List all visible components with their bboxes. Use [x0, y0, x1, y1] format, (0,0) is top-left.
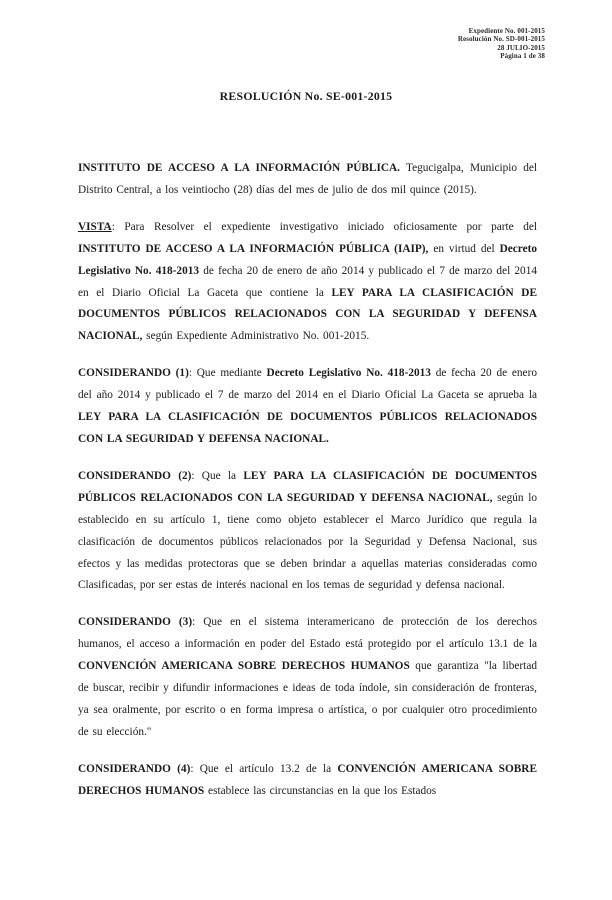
text-run: CONVENCIÓN AMERICANA SOBRE DERECHOS HUMANOS	[78, 762, 537, 797]
text-run: INSTITUTO DE ACCESO A LA INFORMACIÓN PÚBLICA (IAIP),	[78, 242, 429, 255]
paragraph-opening	[78, 158, 537, 202]
text-run: : Que el artículo 13.2 de la	[190, 762, 338, 775]
document-title: RESOLUCIÓN No. SE-001-2015	[219, 89, 393, 103]
text-run: establece las circunstancias en la que los Estados	[204, 784, 437, 797]
text-run: CONSIDERANDO (2)	[78, 469, 192, 482]
paragraph-vista	[78, 217, 537, 348]
text-run: CONSIDERANDO (4)	[78, 762, 191, 775]
text-run: : Que en el sistema interamericano de protección de los derechos humanos, el acceso a información en poder del Estado está protegido por el artículo 13.1 de la	[78, 616, 537, 651]
text-run: Decreto Legislativo No. 418-2013	[266, 367, 431, 380]
text-run: en virtud del	[428, 242, 500, 255]
text-run: INSTITUTO DE ACCESO A LA INFORMACIÓN PÚBLICA.	[78, 162, 401, 174]
text-run: LEY PARA LA CLASIFICACIÓN DE DOCUMENTOS PÚBLICOS RELACIONADOS CON LA SEGURIDAD Y DEFENSA NACIONAL,	[78, 469, 537, 504]
text-run: según lo establecido en su artículo 1, tiene como objeto establecer el Marco Jurídico que regula la clasificación de documentos públicos relacionados por la Seguridad y Defensa Nacional, sus efectos y las medidas protectoras que se deben brindar a aquellas materias consideradas como Clasificadas, por ser estas de interés nacional en los temas de seguridad y defensa nacional.	[78, 491, 537, 592]
text-run: CONSIDERANDO (3)	[78, 616, 193, 629]
text-run: CONVENCIÓN AMERICANA SOBRE DERECHOS HUMANOS	[78, 660, 410, 673]
paragraph-considerando-2	[78, 466, 537, 597]
header-line-pagina: Página 1 de 38	[500, 51, 545, 60]
text-run: que garantiza "la libertad de buscar, recibir y difundir informaciones e ideas de toda índole, sin consideración de fronteras, ya sea oralmente, por escrito o en forma impresa o artística, o por cualquier otro procedimiento de su elección."	[78, 660, 537, 738]
text-run: : Que la	[191, 469, 244, 482]
paragraph-considerando-4	[78, 759, 537, 803]
text-run: CONSIDERANDO (1)	[78, 367, 189, 380]
text-run: : Que mediante	[188, 367, 267, 380]
header-line-expediente: Expediente No. 001-2015	[468, 27, 545, 35]
paragraph-considerando-3	[78, 612, 537, 743]
page-header	[458, 27, 545, 60]
text-run: : Para Resolver el expediente investigativo iniciado oficiosamente por parte del	[111, 220, 537, 233]
document-body	[78, 158, 537, 818]
text-run: LEY PARA LA CLASIFICACIÓN DE DOCUMENTOS PÚBLICOS RELACIONADOS CON LA SEGURIDAD Y DEFENSA NACIONAL,	[78, 286, 537, 343]
text-run: según Expediente Administrativo No. 001-2015.	[142, 330, 370, 343]
text-run: Decreto Legislativo No. 418-2013	[78, 242, 537, 277]
text-run: VISTA	[78, 220, 112, 233]
text-run: de fecha 20 de enero del año 2014 y publicado el 7 de marzo del 2014 en el Diario Oficial La Gaceta se aprueba la	[78, 367, 537, 402]
header-line-resolucion: Resolución No. SD-001-2015	[457, 35, 545, 44]
text-run: LEY PARA LA CLASIFICACIÓN DE DOCUMENTOS PÚBLICOS RELACIONADOS CON LA SEGURIDAD Y DEFENSA NACIONAL.	[78, 411, 537, 445]
text-run: Tegucigalpa, Municipio del Distrito Central, a los veintiocho (28) días del mes de julio de dos mil quince (2015).	[78, 162, 537, 196]
paragraph-considerando-1	[78, 363, 537, 451]
header-line-fecha: 28 JULIO-2015	[497, 43, 545, 52]
text-run: de fecha 20 de enero de año 2014 y publicado el 7 de marzo del 2014 en el Diario Oficial La Gaceta que contiene la	[78, 264, 537, 299]
